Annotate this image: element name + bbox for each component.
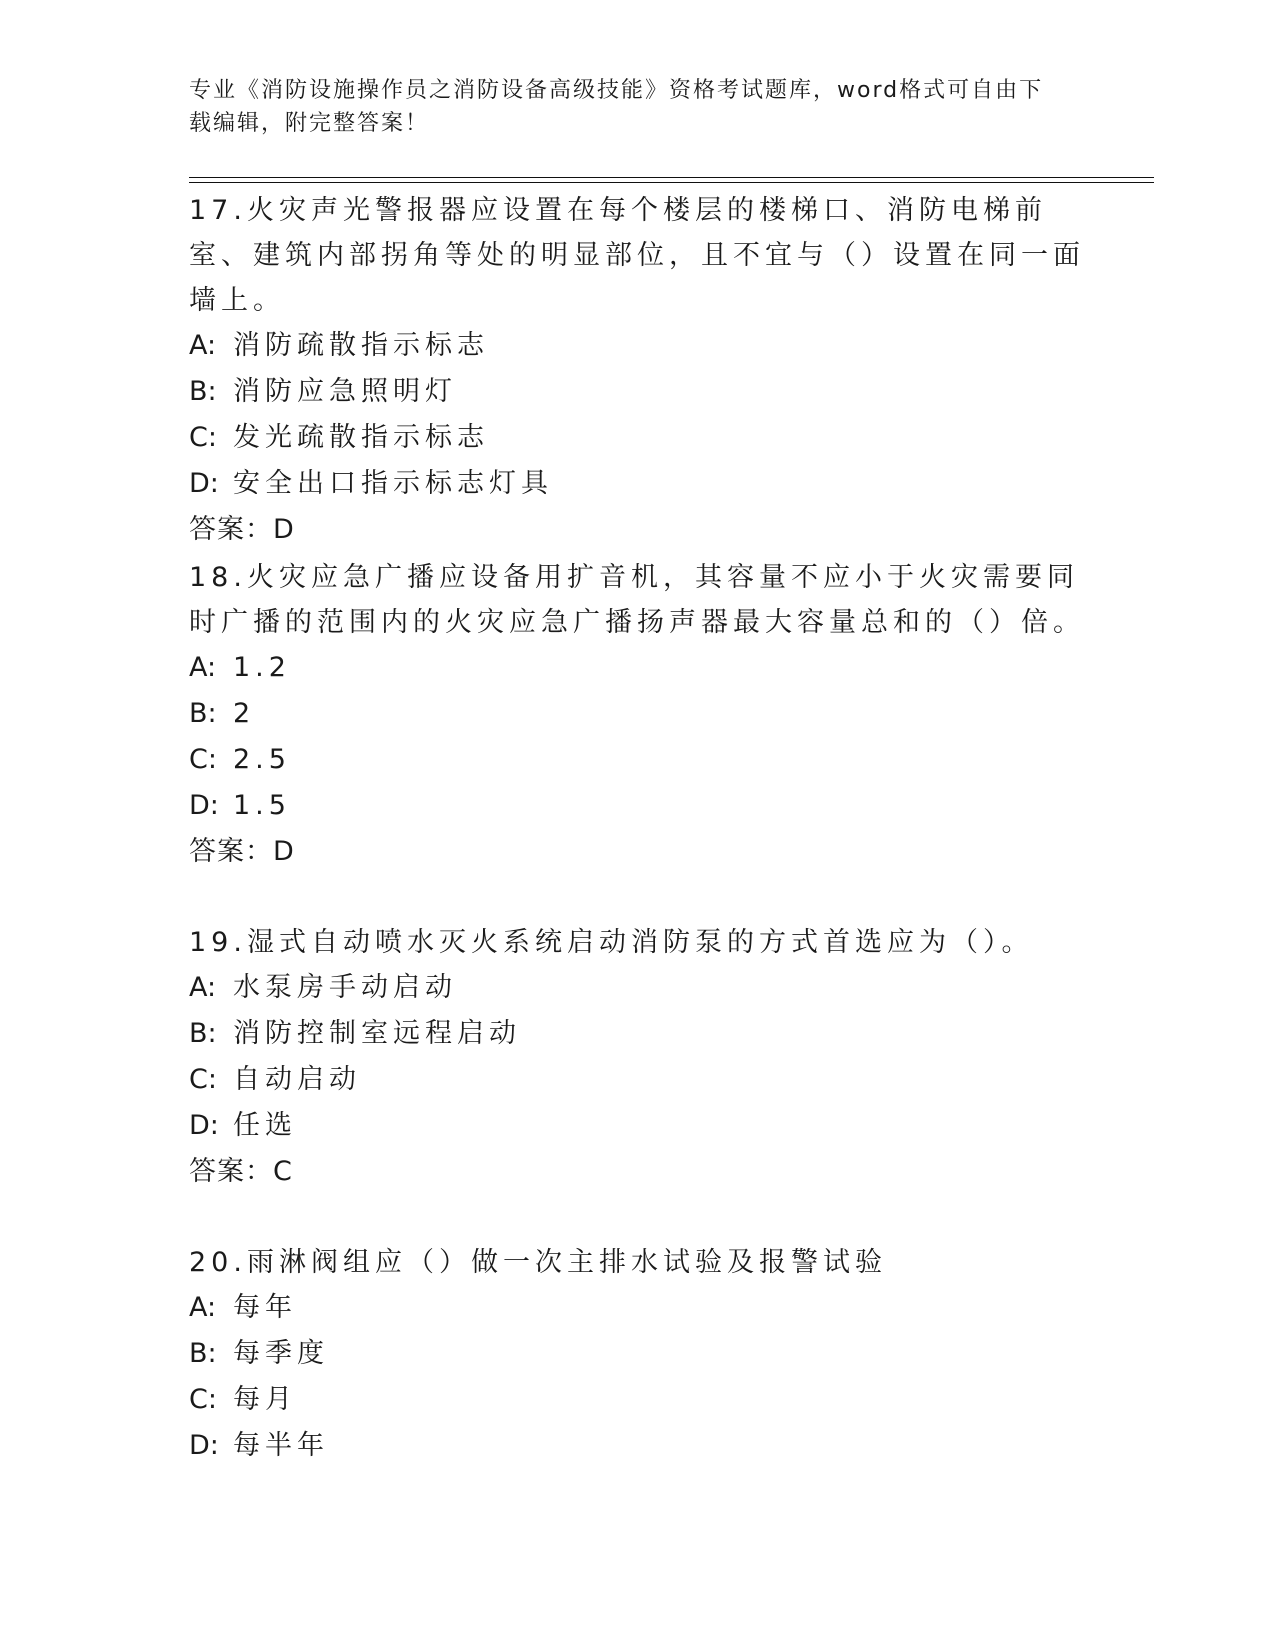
option-text: 消防控制室远程启动 <box>233 1018 521 1049</box>
option-text: 每半年 <box>233 1430 329 1461</box>
option-key: D: <box>189 1110 219 1141</box>
option-c <box>189 737 1089 783</box>
option-text: 1.2 <box>233 652 291 683</box>
option-text: 水泵房手动启动 <box>233 972 457 1003</box>
option-text: 每季度 <box>233 1338 329 1369</box>
option-c <box>189 1377 1089 1423</box>
option-key: C: <box>189 422 217 453</box>
option-b <box>189 1331 1089 1377</box>
option-b <box>189 1011 1089 1057</box>
option-key: A: <box>189 972 217 1003</box>
option-key: B: <box>189 698 217 729</box>
option-d <box>189 1103 1089 1149</box>
option-text: 消防疏散指示标志 <box>233 330 489 361</box>
option-key: B: <box>189 1018 217 1049</box>
option-key: B: <box>189 376 217 407</box>
option-d <box>189 783 1089 829</box>
question-18 <box>189 555 1089 875</box>
question-19 <box>189 920 1089 1195</box>
option-key: D: <box>189 1430 219 1461</box>
question-stem: 17.火灾声光警报器应设置在每个楼层的楼梯口、消防电梯前室、建筑内部拐角等处的明显部位，且不宜与（）设置在同一面墙上。 <box>189 195 1085 316</box>
option-d <box>189 1423 1089 1469</box>
option-a <box>189 1285 1089 1331</box>
option-key: C: <box>189 1064 217 1095</box>
divider-rule-top <box>189 177 1154 178</box>
document-intro <box>189 74 1089 140</box>
answer-line: 答案：D <box>189 514 295 545</box>
option-a <box>189 323 1089 369</box>
option-text: 消防应急照明灯 <box>233 376 457 407</box>
option-text: 每月 <box>233 1384 297 1415</box>
option-key: A: <box>189 330 217 361</box>
intro-line-2: 载编辑，附完整答案！ <box>189 111 430 136</box>
option-text: 2.5 <box>233 744 291 775</box>
option-key: D: <box>189 790 219 821</box>
option-text: 每年 <box>233 1292 297 1323</box>
option-c <box>189 1057 1089 1103</box>
option-key: A: <box>189 1292 217 1323</box>
option-a <box>189 965 1089 1011</box>
option-text: 任选 <box>233 1110 297 1141</box>
option-key: B: <box>189 1338 217 1369</box>
question-stem: 18.火灾应急广播应设备用扩音机，其容量不应小于火灾需要同时广播的范围内的火灾应急广播扬声器最大容量总和的（）倍。 <box>189 562 1085 638</box>
option-key: A: <box>189 652 217 683</box>
answer-line: 答案：C <box>189 1156 293 1187</box>
option-d <box>189 461 1089 507</box>
answer-line: 答案：D <box>189 836 295 867</box>
question-stem: 20.雨淋阀组应（）做一次主排水试验及报警试验 <box>189 1247 887 1278</box>
option-key: C: <box>189 744 217 775</box>
question-17 <box>189 188 1089 553</box>
intro-line-1: 专业《消防设施操作员之消防设备高级技能》资格考试题库，word格式可自由下 <box>189 78 1044 103</box>
question-20 <box>189 1240 1089 1469</box>
option-text: 发光疏散指示标志 <box>233 422 489 453</box>
divider-rule-bottom <box>189 182 1154 183</box>
option-b <box>189 691 1089 737</box>
option-key: C: <box>189 1384 217 1415</box>
option-text: 2 <box>233 698 256 729</box>
option-key: D: <box>189 468 219 499</box>
option-b <box>189 369 1089 415</box>
option-c <box>189 415 1089 461</box>
question-stem: 19.湿式自动喷水灭火系统启动消防泵的方式首选应为（）。 <box>189 927 1034 958</box>
option-text: 自动启动 <box>233 1064 361 1095</box>
option-text: 安全出口指示标志灯具 <box>233 468 553 499</box>
option-a <box>189 645 1089 691</box>
option-text: 1.5 <box>233 790 291 821</box>
